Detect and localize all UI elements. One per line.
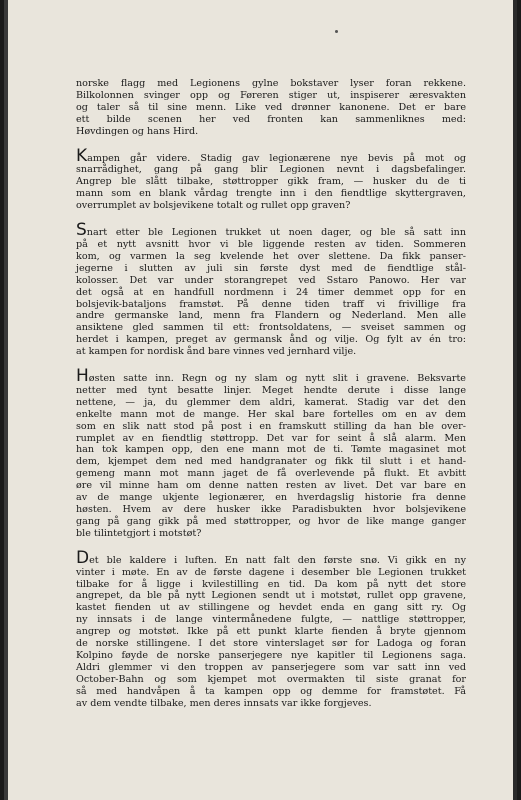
text-line: [76, 444, 466, 456]
text-line: [76, 456, 466, 468]
paragraph-gap: [76, 540, 466, 553]
text-line: [76, 299, 466, 311]
text-line: [76, 126, 466, 138]
drop-cap: K: [76, 145, 88, 166]
text-line: [76, 164, 466, 176]
text-line: [76, 528, 466, 540]
line-text: øre vil minne ham om denne natten resten av livet. Det var bare en: [76, 480, 466, 492]
document-page: [4, 0, 517, 800]
line-text: ny innsats i de lange vintermånedene fulgte, — nattlige støttropper,: [76, 614, 466, 626]
line-text: angrepet, da ble på nytt Legionen sendt ut i motstøt, rullet opp gravene,: [76, 590, 466, 602]
text-line: [76, 188, 466, 200]
line-text: på et nytt avsnitt hvor vi ble liggende resten av tiden. Sommeren: [76, 238, 466, 250]
line-text: som en slik natt stod på post i en framskutt stilling da han ble over-: [76, 420, 466, 432]
paragraph-3: [76, 220, 466, 358]
line-text: Angrep ble slått tilbake, støttropper gikk fram, — husker du de ti: [76, 176, 466, 188]
line-text: jegerne i slutten av juli sin første dyst med de fiendtlige stål-: [76, 262, 466, 274]
text-line: [76, 504, 466, 516]
line-text: andre germanske land, menn fra Flandern og Nederland. Men alle: [76, 310, 466, 322]
text-line: [76, 492, 466, 504]
text-line: [76, 650, 466, 662]
text-line: [76, 698, 466, 710]
text-line: [76, 239, 466, 251]
line-text: de norske stillingene. I det store vinterslaget sør for Ladoga og foran: [76, 638, 466, 650]
text-line: [76, 385, 466, 397]
text-line: [76, 346, 466, 358]
line-text: vinter i møte. En av de første dagene i desember ble Legionen trukket: [76, 566, 466, 578]
line-text: det også at en handfull nordmenn i 24 timer demmet opp for en: [76, 286, 466, 298]
text-line: [76, 516, 466, 528]
line-text: bolsjevik-bataljons framstøt. På denne tiden traff vi frivillige fra: [76, 298, 466, 310]
drop-cap: D: [76, 547, 90, 568]
line-text: enkelte mann mot de mange. Her skal bare fortelles om en av dem: [76, 408, 466, 420]
line-text: ampen går videre. Stadig gav legionærene nye bevis på mot og: [87, 152, 466, 164]
line-text: ett bilde scenen her ved fronten kan sammenliknes med:: [76, 113, 466, 125]
text-line: [76, 409, 466, 421]
text-line: [76, 310, 466, 322]
text-line: [76, 421, 466, 433]
line-text: Høvdingen og hans Hird.: [76, 125, 199, 137]
paragraph-gap: [76, 358, 466, 371]
line-text: netter med tynt besatte linjer. Meget hendte derute i disse lange: [76, 384, 466, 396]
line-text: nart etter ble Legionen trukket ut noen dager, og ble så satt inn: [86, 227, 466, 239]
line-text: norske flagg med Legionens gylne bokstaver lyser foran rekkene.: [76, 78, 466, 89]
body-text: [76, 78, 466, 710]
paragraph-2: [76, 145, 466, 213]
line-text: han tok kampen opp, den ene mann mot de ti. Tømte magasinet mot: [76, 444, 466, 456]
text-line: [76, 78, 466, 90]
text-line: [76, 567, 466, 579]
line-text: gang på gang gikk på med støttropper, og hvor de like mange ganger: [76, 515, 466, 527]
text-line: [76, 263, 466, 275]
line-text: ansiktene gled sammen til ett: frontsoldatens, — sveiset sammen og: [76, 322, 466, 334]
text-line: [76, 220, 466, 241]
line-text: Aldri glemmer vi den troppen av panserjegere som var satt inn ved: [76, 661, 466, 673]
text-line: [76, 674, 466, 686]
scan-edge-left: [4, 0, 8, 800]
text-line: [76, 397, 466, 409]
line-text: og taler så til sine menn. Like ved drønner kanonene. Det er bare: [76, 101, 466, 113]
line-text: høsten. Hvem av dere husker ikke Paradisbukten hvor bolsjevikene: [76, 504, 466, 515]
text-line: [76, 287, 466, 299]
text-line: [76, 480, 466, 492]
text-line: [76, 433, 466, 445]
text-line: [76, 579, 466, 591]
text-line: [76, 275, 466, 287]
line-text: angrep og motstøt. Ikke på ett punkt klarte fienden å bryte gjennom: [76, 626, 466, 638]
text-line: [76, 176, 466, 188]
line-text: av de mange ukjente legionærer, en hverdagslig historie fra denne: [76, 492, 466, 504]
paragraph-4: [76, 366, 466, 540]
line-text: kom, og varmen la seg kvelende het over slettene. Da fikk panser-: [76, 250, 466, 262]
line-text: overrumplet av bolsjevikene totalt og rullet opp graven?: [76, 200, 351, 212]
line-text: kolosser. Det var under storangrepet ved Sstaro Panowo. Her var: [76, 274, 466, 286]
text-line: [76, 638, 466, 650]
text-line: [76, 602, 466, 614]
paragraph-1: [76, 78, 466, 138]
line-text: Kolpino føyde de norske panserjegere nye kapitler til Legionens saga.: [76, 649, 466, 661]
text-line: [76, 322, 466, 334]
drop-cap: S: [76, 220, 87, 241]
text-line: [76, 200, 466, 212]
line-text: av dem vendte tilbake, men deres innsats var ikke forgjeves.: [76, 697, 372, 709]
text-line: [76, 114, 466, 126]
line-text: østen satte inn. Regn og ny slam og nytt slit i gravene. Beksvarte: [88, 373, 466, 385]
text-line: [76, 366, 466, 387]
line-text: et ble kaldere i luften. En natt falt den første snø. Vi gikk en ny: [89, 554, 466, 566]
text-line: [76, 102, 466, 114]
line-text: Bilkolonnen svinger opp og Føreren stiger ut, inspiserer æresvakten: [76, 89, 466, 101]
line-text: snarrådighet, gang på gang blir Legionen nevnt i dagsbefalinger.: [76, 164, 466, 176]
text-line: [76, 626, 466, 638]
paragraph-gap: [76, 212, 466, 225]
scan-speck: [335, 30, 338, 33]
text-line: [76, 334, 466, 346]
line-text: herdet i kampen, preget av germansk ånd og vilje. Og fylt av én tro:: [76, 334, 466, 346]
line-text: dem, kjempet dem ned med handgranater og fikk til slutt i et hand-: [76, 456, 466, 468]
paragraph-gap: [76, 138, 466, 151]
text-line: [76, 251, 466, 263]
line-text: nettene, — ja, du glemmer dem aldri, kamerat. Stadig var det den: [76, 396, 466, 408]
text-line: [76, 662, 466, 674]
line-text: så med handvåpen å ta kampen opp og demme for framstøtet. Få: [76, 685, 466, 697]
text-line: [76, 90, 466, 102]
line-text: tilbake for å ligge i kvilestilling en tid. Da kom på nytt det store: [76, 578, 466, 590]
paragraph-5: [76, 547, 466, 710]
scan-edge-right: [513, 0, 517, 800]
line-text: mann som en blank vårdag trengte inn i den fiendtlige skyttergraven,: [76, 188, 466, 200]
line-text: October-Bahn og som kjempet mot overmakten til siste granat for: [76, 673, 466, 685]
text-line: [76, 614, 466, 626]
line-text: kastet fienden ut av stillingene og hevdet enda en gang sitt ry. Og: [76, 602, 466, 614]
text-line: [76, 145, 466, 166]
line-text: rumplet av en fiendtlig støttropp. Det var for seint å slå alarm. Men: [76, 432, 466, 444]
line-text: gemeng mann mot mann jaget de få overlevende på flukt. Et avbitt: [76, 468, 466, 480]
drop-cap: H: [76, 366, 89, 387]
text-line: [76, 547, 466, 568]
text-line: [76, 468, 466, 480]
text-line: [76, 590, 466, 602]
line-text: at kampen for nordisk ånd bare vinnes ved jernhard vilje.: [76, 346, 357, 358]
line-text: ble tilintetgjort i motstøt?: [76, 527, 202, 539]
text-line: [76, 686, 466, 698]
